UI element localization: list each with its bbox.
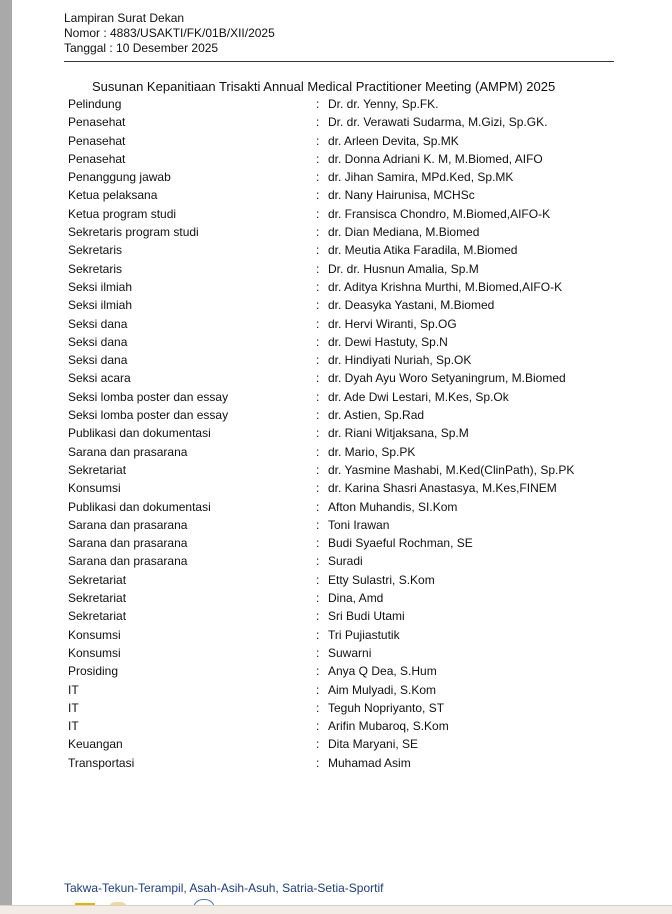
committee-row — [68, 479, 628, 497]
committee-row — [68, 699, 628, 717]
committee-role: Penasehat — [68, 115, 126, 130]
committee-member-name: dr. Astien, Sp.Rad — [328, 408, 425, 423]
committee-row — [68, 607, 628, 625]
row-separator: : — [316, 334, 320, 349]
row-separator: : — [316, 206, 320, 221]
row-separator: : — [316, 499, 320, 514]
committee-role: IT — [68, 719, 79, 734]
committee-member-name: dr. Ade Dwi Lestari, M.Kes, Sp.Ok — [328, 389, 509, 404]
committee-member-name: dr. Yasmine Mashabi, M.Ked(ClinPath), Sp.PK — [328, 462, 575, 477]
committee-member-name: Afton Muhandis, SI.Kom — [328, 499, 458, 514]
committee-role: Pelindung — [68, 97, 122, 111]
committee-role: Sekretariat — [68, 609, 127, 624]
committee-role: IT — [68, 682, 79, 697]
committee-role: Prosiding — [68, 664, 119, 679]
committee-role: IT — [68, 700, 79, 715]
committee-member-name: Dita Maryani, SE — [328, 737, 419, 752]
committee-row — [68, 516, 628, 534]
committee-role: Publikasi dan dokumentasi — [68, 499, 211, 514]
committee-role: Konsumsi — [68, 645, 121, 660]
committee-role: Seksi acara — [68, 371, 131, 386]
committee-row — [68, 351, 628, 369]
committee-role: Seksi dana — [68, 316, 128, 331]
committee-role: Penasehat — [68, 133, 126, 148]
committee-row — [68, 132, 628, 150]
committee-member-name: Dina, Amd — [328, 591, 384, 606]
row-separator: : — [316, 572, 320, 587]
header-number-line: Nomor : 4883/USAKTI/FK/01B/XII/2025 — [64, 26, 275, 40]
committee-member-name: Anya Q Dea, S.Hum — [328, 664, 437, 679]
row-separator: : — [316, 371, 320, 386]
committee-row — [68, 315, 628, 333]
committee-role: Ketua program studi — [68, 206, 177, 221]
committee-role: Transportasi — [68, 755, 135, 770]
committee-list — [68, 95, 628, 772]
committee-member-name: dr. Fransisca Chondro, M.Biomed,AIFO-K — [328, 206, 551, 221]
row-separator: : — [316, 225, 320, 240]
row-separator: : — [316, 737, 320, 752]
row-separator: : — [316, 316, 320, 331]
committee-member-name: Dr. dr. Husnun Amalia, Sp.M — [328, 261, 479, 276]
row-separator: : — [316, 389, 320, 404]
row-separator: : — [316, 115, 320, 130]
committee-role: Seksi lomba poster dan essay — [68, 408, 229, 423]
row-separator: : — [316, 536, 320, 551]
committee-member-name: Dr. dr. Yenny, Sp.FK. — [328, 97, 439, 111]
committee-row — [68, 681, 628, 699]
row-separator: : — [316, 591, 320, 606]
committee-row — [68, 443, 628, 461]
committee-member-name: Tri Pujiastutik — [328, 627, 400, 642]
row-separator: : — [316, 133, 320, 148]
committee-role: Seksi dana — [68, 334, 128, 349]
committee-member-name: Etty Sulastri, S.Kom — [328, 572, 435, 587]
committee-member-name: dr. Dyah Ayu Woro Setyaningrum, M.Biomed — [328, 371, 566, 386]
committee-row — [68, 644, 628, 662]
committee-row — [68, 571, 628, 589]
row-separator: : — [316, 481, 320, 496]
committee-role: Seksi lomba poster dan essay — [68, 389, 229, 404]
committee-member-name: Arifin Mubaroq, S.Kom — [328, 719, 449, 734]
committee-role: Sarana dan prasarana — [68, 536, 188, 551]
committee-role: Sekretariat — [68, 572, 127, 587]
committee-role: Sarana dan prasarana — [68, 554, 188, 569]
committee-row — [68, 168, 628, 186]
row-separator: : — [316, 554, 320, 569]
row-separator: : — [316, 151, 320, 166]
row-separator: : — [316, 243, 320, 258]
row-separator: : — [316, 408, 320, 423]
header-date-line: Tanggal : 10 Desember 2025 — [64, 41, 219, 55]
header-divider — [64, 61, 614, 62]
committee-row — [68, 735, 628, 753]
committee-role: Seksi ilmiah — [68, 298, 133, 313]
committee-row — [68, 388, 628, 406]
committee-role: Penasehat — [68, 151, 126, 166]
committee-role: Keuangan — [68, 737, 123, 752]
committee-member-name: dr. Hervi Wiranti, Sp.OG — [328, 316, 457, 331]
committee-row — [68, 150, 628, 168]
committee-role: Konsumsi — [68, 627, 121, 642]
committee-member-name: dr. Deasyka Yastani, M.Biomed — [328, 298, 495, 313]
committee-role: Sekretariat — [68, 591, 127, 606]
committee-role: Seksi dana — [68, 353, 128, 368]
document-title: Susunan Kepanitiaan Trisakti Annual Medical Practitioner Meeting (AMPM) 2025 — [92, 79, 556, 94]
committee-row — [68, 754, 628, 772]
committee-row — [68, 95, 628, 113]
committee-role: Sekretaris — [68, 243, 123, 258]
committee-member-name: dr. Dewi Hastuty, Sp.N — [328, 334, 448, 349]
committee-member-name: dr. Dian Mediana, M.Biomed — [328, 225, 480, 240]
committee-row — [68, 406, 628, 424]
committee-row — [68, 424, 628, 442]
committee-member-name: dr. Hindiyati Nuriah, Sp.OK — [328, 353, 472, 368]
committee-member-name: Sri Budi Utami — [328, 609, 405, 624]
committee-role: Sarana dan prasarana — [68, 444, 188, 459]
committee-member-name: dr. Karina Shasri Anastasya, M.Kes,FINEM — [328, 481, 557, 496]
committee-member-name: Budi Syaeful Rochman, SE — [328, 536, 473, 551]
committee-member-name: dr. Jihan Samira, MPd.Ked, Sp.MK — [328, 170, 514, 185]
committee-role: Sekretariat — [68, 462, 127, 477]
committee-row — [68, 461, 628, 479]
row-separator: : — [316, 97, 320, 111]
committee-role: Ketua pelaksana — [68, 188, 158, 203]
committee-row — [68, 205, 628, 223]
viewer-left-margin — [0, 0, 12, 913]
committee-row — [68, 186, 628, 204]
committee-role: Sarana dan prasarana — [68, 517, 188, 532]
row-separator: : — [316, 279, 320, 294]
header-attachment-line: Lampiran Surat Dekan — [64, 11, 185, 25]
row-separator: : — [316, 170, 320, 185]
row-separator: : — [316, 426, 320, 441]
row-separator: : — [316, 188, 320, 203]
committee-member-name: dr. Mario, Sp.PK — [328, 444, 416, 459]
row-separator: : — [316, 462, 320, 477]
committee-row — [68, 113, 628, 131]
committee-role: Publikasi dan dokumentasi — [68, 426, 211, 441]
row-separator: : — [316, 609, 320, 624]
committee-member-name: dr. Nany Hairunisa, MCHSc — [328, 188, 475, 203]
row-separator: : — [316, 682, 320, 697]
committee-role: Konsumsi — [68, 481, 121, 496]
row-separator: : — [316, 627, 320, 642]
letter-header — [64, 11, 275, 56]
committee-member-name: dr. Donna Adriani K. M, M.Biomed, AIFO — [328, 151, 543, 166]
row-separator: : — [316, 719, 320, 734]
row-separator: : — [316, 444, 320, 459]
committee-row — [68, 241, 628, 259]
committee-row — [68, 534, 628, 552]
committee-row — [68, 589, 628, 607]
committee-row — [68, 260, 628, 278]
committee-member-name: Dr. dr. Verawati Sudarma, M.Gizi, Sp.GK. — [328, 115, 548, 130]
footer-motto: Takwa-Tekun-Terampil, Asah-Asih-Asuh, Satria-Setia-Sportif — [64, 881, 384, 895]
committee-member-name: dr. Arleen Devita, Sp.MK — [328, 133, 459, 148]
committee-row — [68, 223, 628, 241]
row-separator: : — [316, 700, 320, 715]
row-separator: : — [316, 755, 320, 770]
committee-member-name: Suradi — [328, 554, 363, 569]
row-separator: : — [316, 298, 320, 313]
committee-row — [68, 717, 628, 735]
committee-member-name: dr. Meutia Atika Faradila, M.Biomed — [328, 243, 518, 258]
committee-role: Seksi ilmiah — [68, 279, 133, 294]
committee-member-name: Toni Irawan — [328, 517, 390, 532]
committee-row — [68, 552, 628, 570]
committee-member-name: Teguh Nopriyanto, ST — [328, 700, 445, 715]
committee-role: Penanggung jawab — [68, 170, 171, 185]
committee-member-name: Muhamad Asim — [328, 755, 411, 770]
row-separator: : — [316, 645, 320, 660]
committee-role: Sekretaris — [68, 261, 123, 276]
row-separator: : — [316, 664, 320, 679]
row-separator: : — [316, 517, 320, 532]
row-separator: : — [316, 353, 320, 368]
committee-member-name: Aim Mulyadi, S.Kom — [328, 682, 437, 697]
committee-role: Sekretaris program studi — [68, 225, 199, 240]
committee-member-name: dr. Riani Witjaksana, Sp.M — [328, 426, 469, 441]
committee-row — [68, 662, 628, 680]
committee-member-name: Suwarni — [328, 645, 372, 660]
committee-row — [68, 296, 628, 314]
committee-row — [68, 498, 628, 516]
committee-member-name: dr. Aditya Krishna Murthi, M.Biomed,AIFO-K — [328, 279, 563, 294]
committee-row — [68, 626, 628, 644]
committee-row — [68, 369, 628, 387]
committee-row — [68, 333, 628, 351]
row-separator: : — [316, 261, 320, 276]
committee-row — [68, 278, 628, 296]
